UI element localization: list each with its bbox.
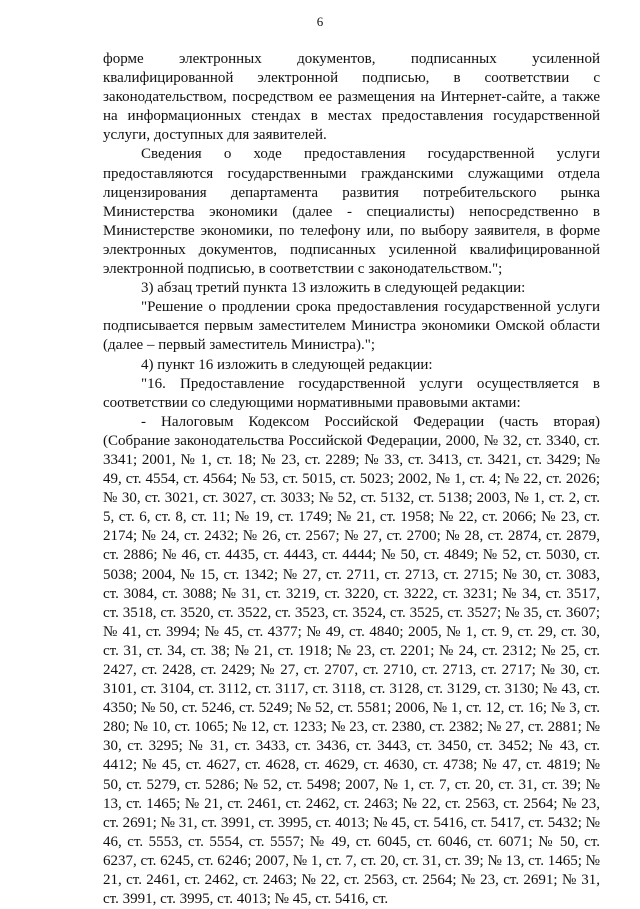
paragraph-publication-methods: форме электронных документов, подписанных усиленной квалифицированной электронной подписью, в соответствии с законодательством, посредством ее размещения на Интернет-сайте, а также на информационных стендах в местах предоставления государственной услуги, доступных для заявителей. — [103, 51, 600, 144]
paragraph-decision-extension: "Решение о продлении срока предоставления государственной услуги подписывается первым заместителем Министра экономики Омской области (далее – первый заместитель Министра)."; — [103, 299, 600, 354]
page-number: 6 — [316, 14, 324, 29]
paragraph-clause-16: "16. Предоставление государственной услуги осуществляется в соответствии со следующими нормативными правовыми актами: — [103, 375, 600, 411]
paragraph-status-information: Сведения о ходе предоставления государственной услуги предоставляются государственными гражданскими служащими отдела лицензирования департамента развития потребительского рынка Министерства экономики (далее - специалисты) непосредственно в Министерстве экономики, по телефону или, по выбору заявителя, в форме электронных документов, подписанных усиленной квалифицированной электронной подписью, в соответствии с законодательством."; — [103, 146, 600, 278]
paragraph-amendment-item-4: 4) пункт 16 изложить в следующей редакции: — [141, 356, 433, 373]
paragraph-amendment-item-3: 3) абзац третий пункта 13 изложить в следующей редакции: — [141, 280, 526, 297]
paragraph-tax-code-references: - Налоговым Кодексом Российской Федерации (часть вторая) (Собрание законодательства Российской Федерации, 2000, № 32, ст. 3340, ст. 3341; 2001, № 1, ст. 18; № 23, ст. 2289; № 33, ст. 3413, ст. 3421, ст. 3429; № 49, ст. 4554, ст. 4564; № 53, ст. 5015, ст. 5023; 2002, № 1, ст. 4; № 22, ст. 2026; № 30, ст. 3021, ст. 3027, ст. 3033; № 52, ст. 5132, ст. 5138; 2003, № 1, ст. 2, ст. 5, ст. 6, ст. 8, ст. 11; № 19, ст. 1749; № 21, ст. 1958; № 22, ст. 2066; № 23, ст. 2174; № 24, ст. 2432; № 26, ст. 2567; № 27, ст. 2700; № 28, ст. 2874, ст. 2879, ст. 2886; № 46, ст. 4435, ст. 4443, ст. 4444; № 50, ст. 4849; № 52, ст. 5030, ст. 5038; 2004, № 15, ст. 1342; № 27, ст. 2711, ст. 2713, ст. 2715; № 30, ст. 3083, ст. 3084, ст. 3088; № 31, ст. 3219, ст. 3220, ст. 3222, ст. 3231; № 34, ст. 3517, ст. 3518, ст. 3520, ст. 3522, ст. 3523, ст. 3524, ст. 3525, ст. 3527; № 35, ст. 3607; № 41, ст. 3994; № 45, ст. 4377; № 49, ст. 4840; 2005, № 1, ст. 9, ст. 29, ст. 30, ст. 31, ст. 34, ст. 38; № 21, ст. 1918; № 23, ст. 2201; № 24, ст. 2312; № 25, ст. 2427, ст. 2428, ст. 2429; № 27, ст. 2707, ст. 2710, ст. 2713, ст. 2717; № 30, ст. 3101, ст. 3104, ст. 3112, ст. 3117, ст. 3118, ст. 3128, ст. 3129, ст. 3130; № 43, ст. 4350; № 50, ст. 5246, ст. 5249; № 52, ст. 5581; 2006, № 1, ст. 12, ст. 16; № 3, ст. 280; № 10, ст. 1065; № 12, ст. 1233; № 23, ст. 2380, ст. 2382; № 27, ст. 2881; № 30, ст. 3295; № 31, ст. 3433, ст. 3436, ст. 3443, ст. 3450, ст. 3452; № 43, ст. 4412; № 45, ст. 4627, ст. 4628, ст. 4629, ст. 4630, ст. 4738; № 47, ст. 4819; № 50, ст. 5279, ст. 5286; № 52, ст. 5498; 2007, № 1, ст. 7, ст. 20, ст. 31, ст. 39; № 13, ст. 1465; № 21, ст. 2461, ст. 2462, ст. 2463; № 22, ст. 2563, ст. 2564; № 23, ст. 2691; № 31, ст. 3991, ст. 3995, ст. 4013; № 45, ст. 5416, ст. 5417, ст. 5432; № 46, ст. 5553, ст. 5554, ст. 5557; № 49, ст. 6045, ст. 6046, ст. 6071; № 50, ст. 6237, ст. 6245, ст. 6246; 2007, № 1, ст. 7, ст. 20, ст. 31, ст. 39; № 13, ст. 1465; № 21, ст. 2461, ст. 2462, ст. 2463; № 22, ст. 2563, ст. 2564; № 23, ст. 2691; № 31, ст. 3991, ст. 3995, ст. 4013; № 45, ст. 5416, ст. — [103, 413, 600, 908]
document-text — [103, 50, 600, 909]
